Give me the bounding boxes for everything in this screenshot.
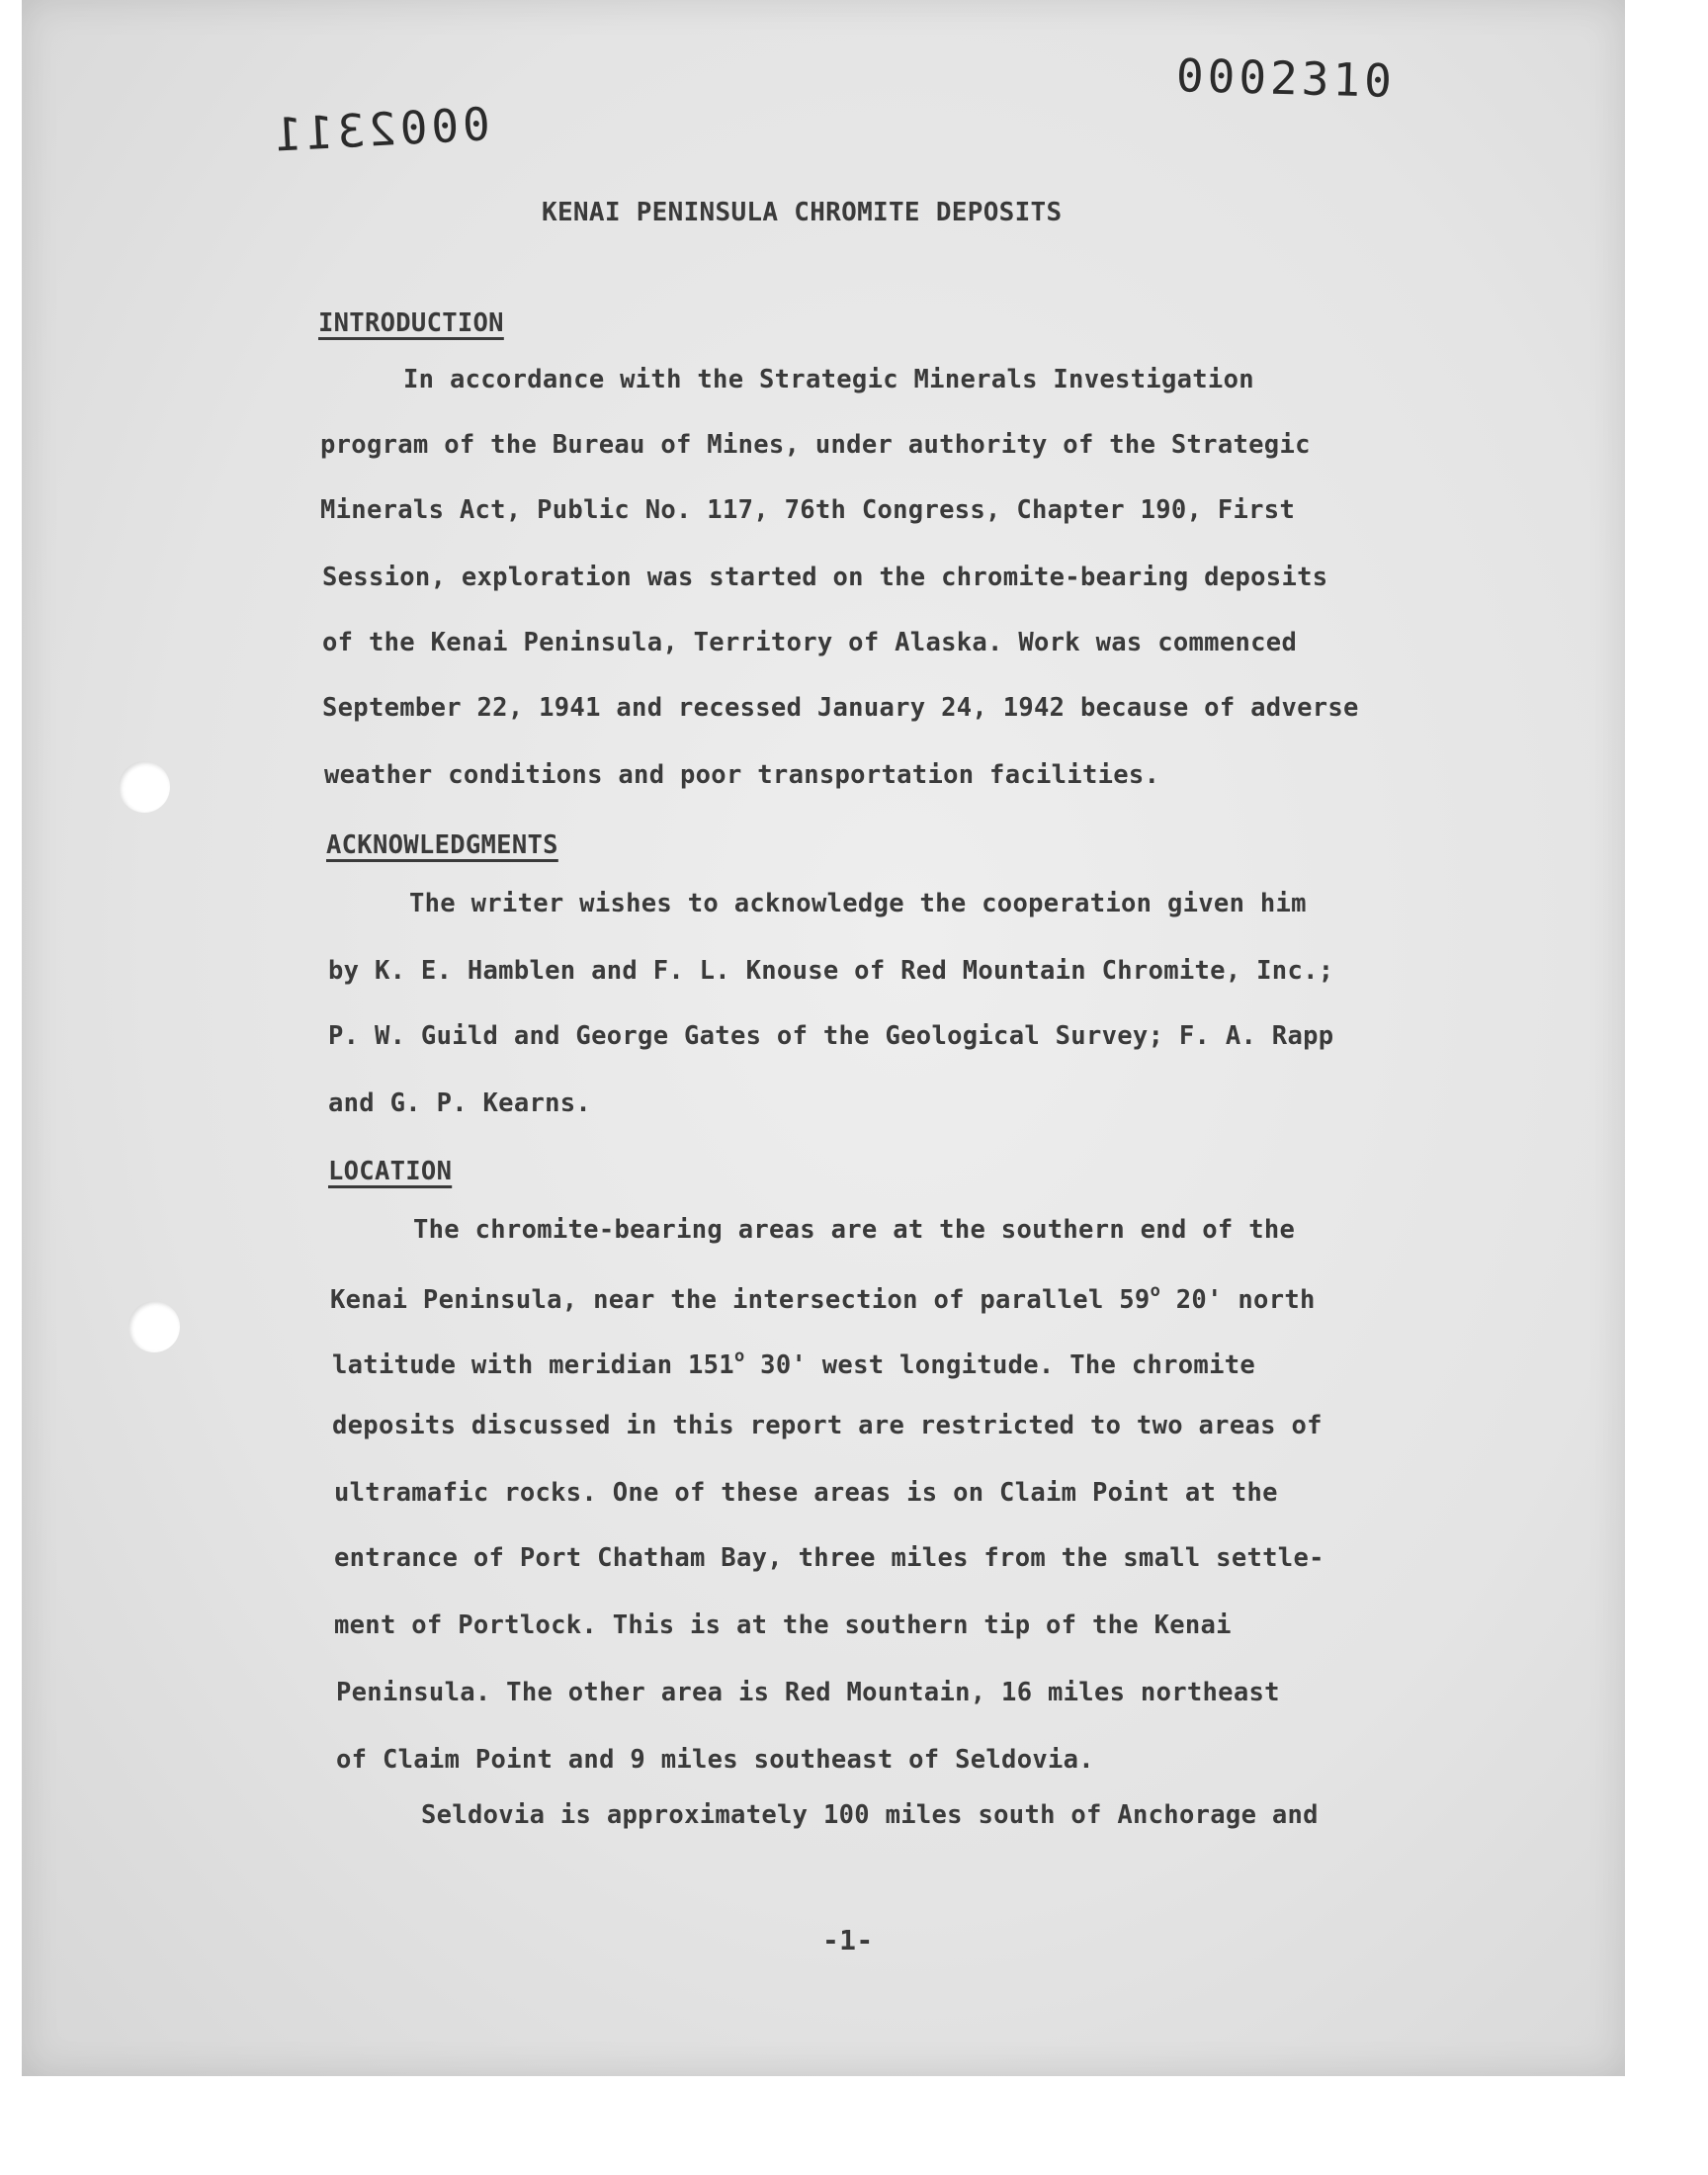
page-stamp-number: 0002310 [1175,48,1397,108]
paragraph-line: September 22, 1941 and recessed January 24, 1942 because of adverse [322,693,1359,723]
punch-hole [119,761,170,813]
degree-symbol: o [733,1347,745,1366]
paragraph-line: Minerals Act, Public No. 117, 76th Congress, Chapter 190, First [320,495,1296,525]
paragraph-line: Kenai Peninsula, near the intersection of parallel 59$^o$ 20' north [330,1281,1316,1315]
paragraph-line: P. W. Guild and George Gates of the Geological Survey; F. A. Rapp [328,1021,1334,1051]
mirrored-stamp-number: 0002311 [269,97,492,162]
paragraph-line: deposits discussed in this report are restricted to two areas of [332,1411,1323,1440]
paragraph-line: latitude with meridian 151$^o$ 30' west longitude. The chromite [332,1347,1256,1380]
punch-hole [128,1301,180,1352]
paragraph-line: and G. P. Kearns. [328,1088,592,1118]
paragraph-line: program of the Bureau of Mines, under authority of the Strategic [320,430,1311,460]
paragraph-line: Session, exploration was started on the chromite-bearing deposits [322,563,1328,592]
paragraph-line: Seldovia is approximately 100 miles south of Anchorage and [421,1800,1319,1830]
paragraph-line: of the Kenai Peninsula, Territory of Alaska. Work was commenced [322,628,1298,657]
page-number: -1- [822,1924,874,1957]
document-title: KENAI PENINSULA CHROMITE DEPOSITS [542,198,1063,227]
paragraph-line: by K. E. Hamblen and F. L. Knouse of Red Mountain Chromite, Inc.; [328,956,1334,986]
degree-symbol: o [1150,1281,1161,1301]
paragraph-line: The writer wishes to acknowledge the cooperation given him [409,889,1307,918]
paragraph-line: ment of Portlock. This is at the southern tip of the Kenai [334,1610,1232,1640]
paragraph-line: ultramafic rocks. One of these areas is on Claim Point at the [334,1478,1278,1508]
paragraph-line: weather conditions and poor transportation facilities. [324,760,1160,790]
paragraph-line: of Claim Point and 9 miles southeast of Seldovia. [336,1745,1094,1775]
heading-introduction: INTRODUCTION [318,308,504,338]
heading-acknowledgments: ACKNOWLEDGMENTS [326,830,558,860]
paragraph-line: The chromite-bearing areas are at the southern end of the [413,1215,1296,1245]
heading-location: LOCATION [328,1157,453,1186]
paragraph-line: Peninsula. The other area is Red Mountain, 16 miles northeast [336,1678,1280,1707]
paragraph-line: entrance of Port Chatham Bay, three miles from the small settle- [334,1543,1324,1573]
paragraph-line: In accordance with the Strategic Minerals Investigation [403,365,1254,394]
